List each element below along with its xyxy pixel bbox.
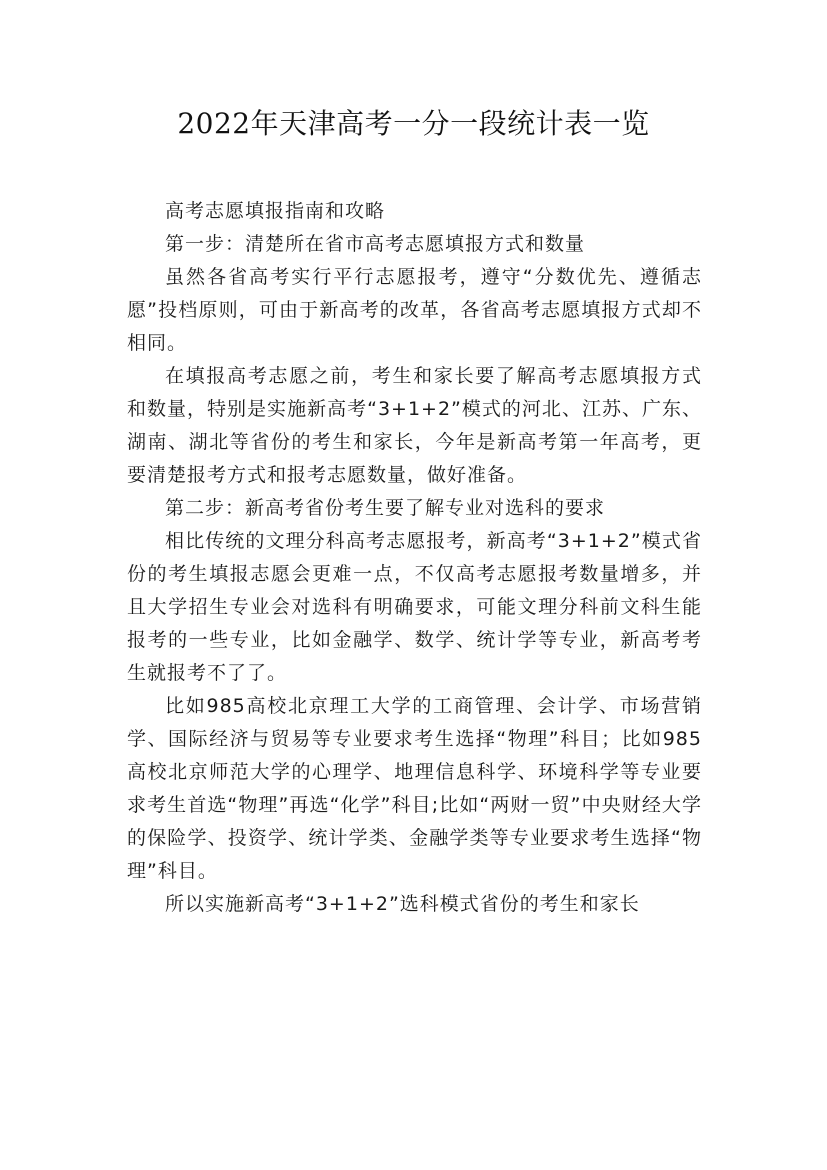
paragraph: 比如985高校北京理工大学的工商管理、会计学、市场营销学、国际经济与贸易等专业要求考生选择“物理”科目；比如985高校北京师范大学的心理学、地理信息科学、环境科学等专业要求考生首选“物理”再选“化学”科目;比如“两财一贸”中央财经大学的保险学、投资学、统计学类、金融学类等专业要求考生选择“物理”科目。 — [127, 695, 702, 882]
paragraph: 在填报高考志愿之前，考生和家长要了解高考志愿填报方式和数量，特别是实施新高考“3+1+2”模式的河北、江苏、广东、湖南、湖北等省份的考生和家长，今年是新高考第一年高考，更要清楚报考方式和报考志愿数量，做好准备。 — [127, 365, 702, 486]
paragraph-guide-heading: 高考志愿填报指南和攻略 — [165, 200, 386, 222]
paragraph: 虽然各省高考实行平行志愿报考，遵守“分数优先、遵循志愿”投档原则，可由于新高考的改革，各省高考志愿填报方式却不相同。 — [127, 266, 702, 354]
paragraph-step-one: 第一步：清楚所在省市高考志愿填报方式和数量 — [165, 233, 586, 255]
document-title: 2022年天津高考一分一段统计表一览 — [177, 107, 650, 140]
paragraph: 相比传统的文理分科高考志愿报考，新高考“3+1+2”模式省份的考生填报志愿会更难一点，不仅高考志愿报考数量增多，并且大学招生专业会对选科有明确要求，可能文理分科前文科生能报考的一些专业，比如金融学、数学、统计学等专业，新高考考生就报考不了了。 — [127, 530, 702, 684]
paragraph: 所以实施新高考“3+1+2”选科模式省份的考生和家长 — [165, 893, 640, 915]
document-body — [127, 195, 702, 921]
paragraph-step-two: 第二步：新高考省份考生要了解专业对选科的要求 — [165, 497, 606, 519]
